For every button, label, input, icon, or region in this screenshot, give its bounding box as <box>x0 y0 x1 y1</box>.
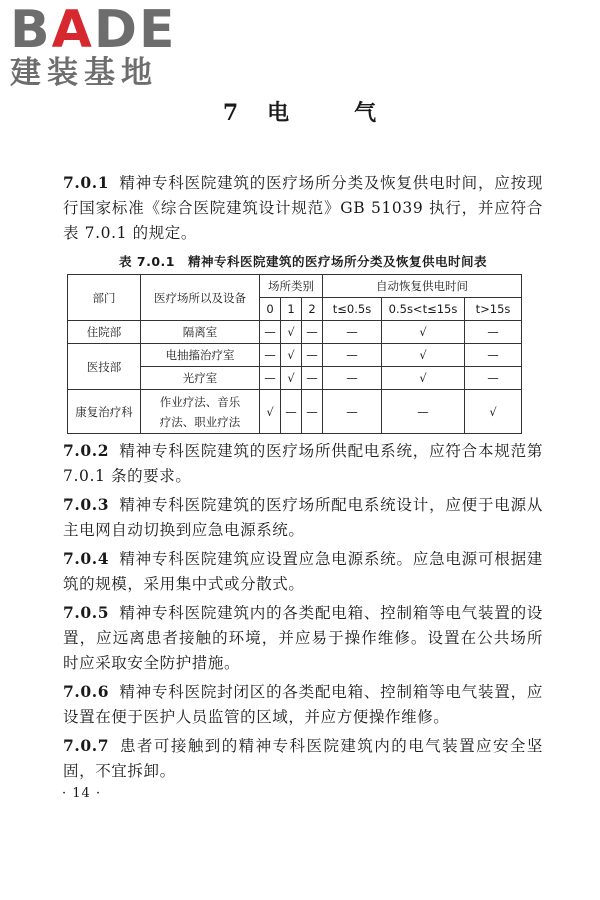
header-t1: t≤0.5s <box>323 298 382 321</box>
chapter-title-a: 电 <box>267 100 291 126</box>
logo <box>10 0 177 91</box>
clause-7-0-7: 7.0.7 患者可接触到的精神专科医院建筑内的电气装置应安全坚固，不宜拆卸。 <box>63 736 543 780</box>
table-row: 光疗室 — √ — — √ — <box>68 367 522 390</box>
clause-7-0-4: 7.0.4 精神专科医院建筑应设置应急电源系统。应急电源可根据建筑的规模，采用集中式或分散式。 <box>63 549 543 593</box>
main-content <box>63 170 543 787</box>
table-caption: 表 7.0.1 精神专科医院建筑的医疗场所分类及恢复供电时间表 <box>119 254 487 269</box>
table-header-row <box>68 275 522 298</box>
header-c1: 1 <box>281 298 302 321</box>
clause-7-0-1: 7.0.1 精神专科医院建筑的医疗场所分类及恢复供电时间，应按现行国家标准《综合医院建筑设计规范》GB 51039 执行，并应符合表 7.0.1 的规定。 <box>63 173 543 242</box>
chapter-heading <box>0 96 600 127</box>
clause-7-0-3: 7.0.3 精神专科医院建筑的医疗场所配电系统设计，应便于电源从主电网自动切换到应急电源系统。 <box>63 495 543 539</box>
header-place: 医疗场所以及设备 <box>141 275 260 321</box>
chapter-title-b: 气 <box>354 100 378 126</box>
header-t3: t>15s <box>465 298 522 321</box>
table-row: 医技部 电抽搐治疗室 — √ — — √ — <box>68 344 522 367</box>
logo-subtitle: 建装基地 <box>10 55 158 91</box>
header-restore: 自动恢复供电时间 <box>323 275 522 298</box>
clause-7-0-2: 7.0.2 精神专科医院建筑的医疗场所供配电系统，应符合本规范第 7.0.1 条的要求。 <box>63 441 543 485</box>
header-c0: 0 <box>260 298 281 321</box>
header-dept: 部门 <box>68 275 141 321</box>
logo-wordmark: BADE <box>10 0 177 60</box>
chapter-number: 7 <box>222 100 240 126</box>
header-c2: 2 <box>302 298 323 321</box>
clause-7-0-5: 7.0.5 精神专科医院建筑内的各类配电箱、控制箱等电气装置的设置，应远离患者接触的环境，并应易于操作维修。设置在公共场所时应采取安全防护措施。 <box>63 603 543 672</box>
table-row: 康复治疗科 作业疗法、音乐 疗法、职业疗法 √ — — — — √ <box>68 390 522 434</box>
header-category: 场所类别 <box>260 275 323 298</box>
page-number: · 14 · <box>62 786 102 801</box>
power-restore-table <box>67 274 522 434</box>
clause-7-0-6: 7.0.6 精神专科医院封闭区的各类配电箱、控制箱等电气装置，应设置在便于医护人员监管的区域，并应方便操作维修。 <box>63 682 543 726</box>
table-row: 住院部 隔离室 — √ — — √ — <box>68 321 522 344</box>
header-t2: 0.5s<t≤15s <box>382 298 465 321</box>
